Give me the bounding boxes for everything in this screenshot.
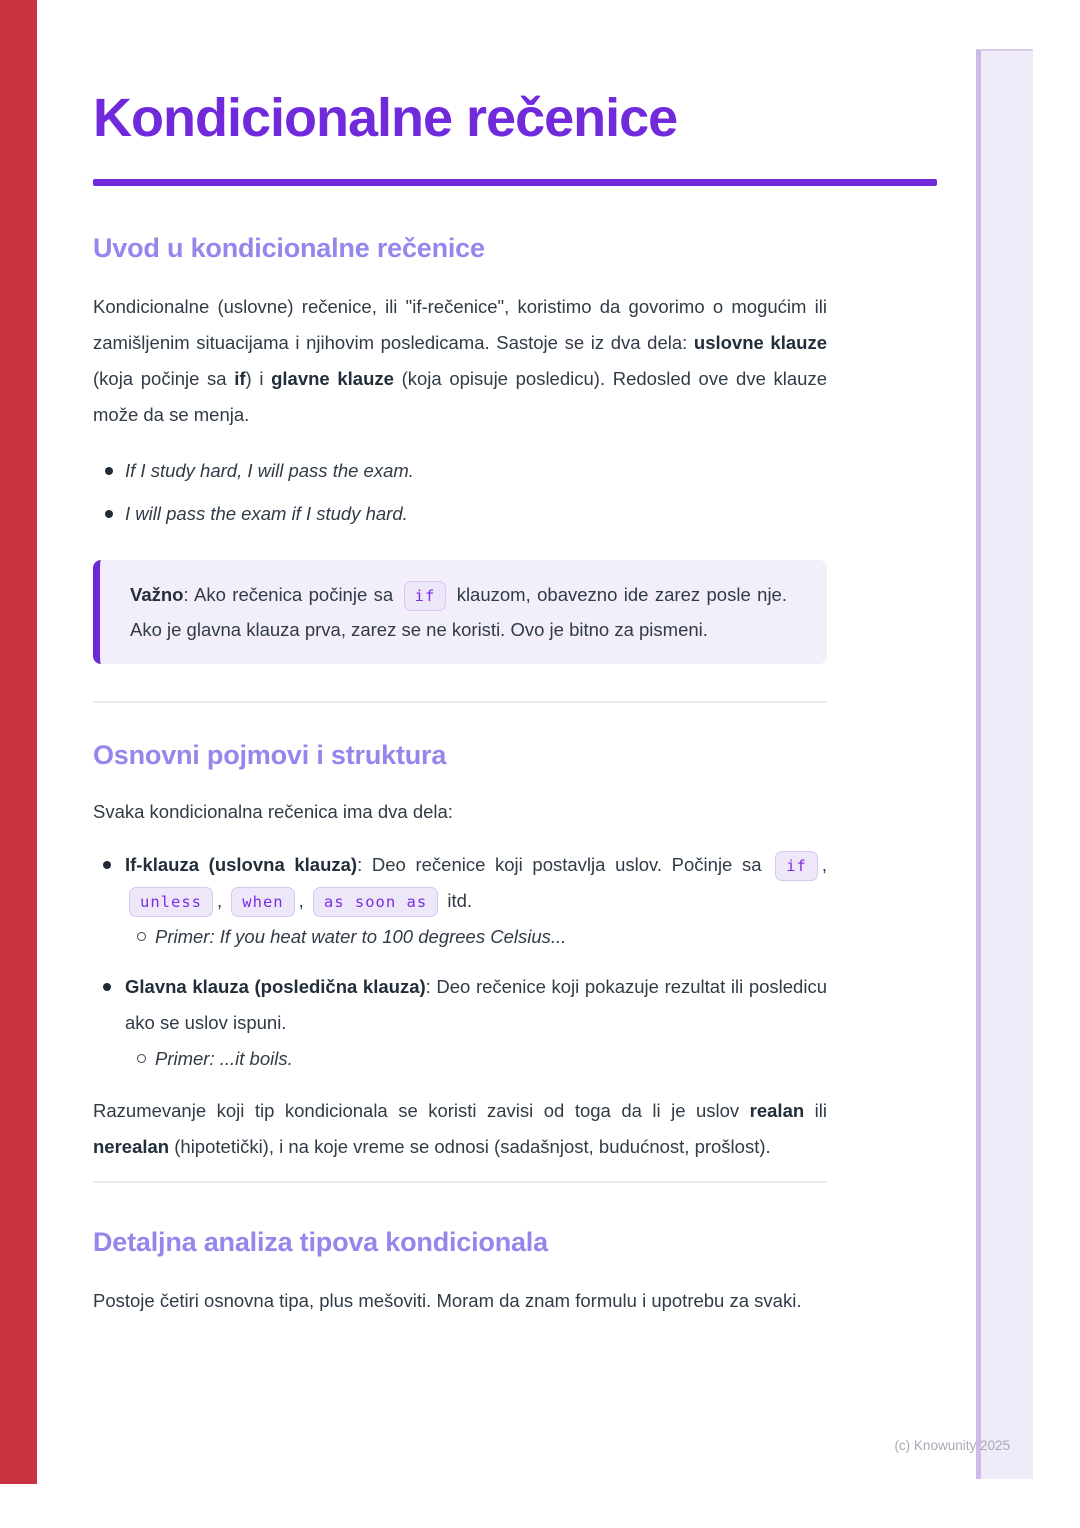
sub-list-item: Primer: If you heat water to 100 degrees Celsius... [125, 919, 827, 955]
section-heading-basics: Osnovni pojmovi i struktura [93, 740, 447, 770]
code-chip: if [775, 851, 818, 881]
example-item: If I study hard, I will pass the exam. [93, 453, 827, 489]
sub-list [125, 1041, 827, 1077]
analysis-paragraph: Postoje četiri osnovna tipa, plus mešoviti. Moram da znam formulu i upotrebu za svaki. [93, 1290, 802, 1311]
concepts-list [93, 847, 827, 1077]
basics-lead: Svaka kondicionalna rečenica ima dva dela: [93, 801, 453, 822]
intro-paragraph: Kondicionalne (uslovne) rečenice, ili "if-rečenice", koristimo da govorimo o mogućim ili zamišljenim situacijama i njihovim posledicama. Sastoje se iz dva dela: uslovne klauze (koja počinje sa if) i glavne klauze (koja opisuje posledicu). Redosled ove dve klauze može da se menja. [93, 296, 827, 425]
code-chip: unless [129, 887, 213, 917]
if-clause-text: If-klauza (uslovna klauza): Deo rečenice koji postavlja uslov. Počinje sa if , unless , when , as soon as itd. [125, 854, 827, 911]
section-divider [93, 701, 827, 703]
section-divider [93, 1181, 827, 1183]
copyright-note: (c) Knowunity 2025 [894, 1438, 1010, 1453]
code-chip: as soon as [313, 887, 438, 917]
left-accent-bar [0, 0, 37, 1484]
basics-paragraph: Razumevanje koji tip kondicionala se koristi zavisi od toga da li je uslov realan ili nerealan (hipotetički), i na koje vreme se odnosi (sadašnjost, budućnost, prošlost). [93, 1100, 827, 1157]
section-heading-analysis: Detaljna analiza tipova kondicionala [93, 1227, 548, 1257]
code-chip: if [404, 581, 447, 611]
list-item-if-clause [93, 847, 827, 955]
list-item-main-clause [93, 969, 827, 1077]
page-title: Kondicionalne rečenice [93, 88, 678, 148]
document-content [93, 0, 827, 1319]
code-chip: when [231, 887, 294, 917]
title-rule [93, 179, 937, 186]
sub-list [125, 919, 827, 955]
important-callout: Važno: Ako rečenica počinje sa if klauzom, obavezno ide zarez posle nje. Ako je glavna klauza prva, zarez se ne koristi. Ovo je bitno za pismeni. [93, 560, 827, 664]
sub-list-item: Primer: ...it boils. [125, 1041, 827, 1077]
example-list [93, 453, 827, 532]
main-clause-text: Glavna klauza (posledična klauza): Deo rečenice koji pokazuje rezultat ili posledicu ako se uslov ispuni. [125, 976, 827, 1033]
page-edge-strip [976, 49, 1033, 1479]
example-item: I will pass the exam if I study hard. [93, 496, 827, 532]
section-heading-intro: Uvod u kondicionalne rečenice [93, 233, 485, 263]
